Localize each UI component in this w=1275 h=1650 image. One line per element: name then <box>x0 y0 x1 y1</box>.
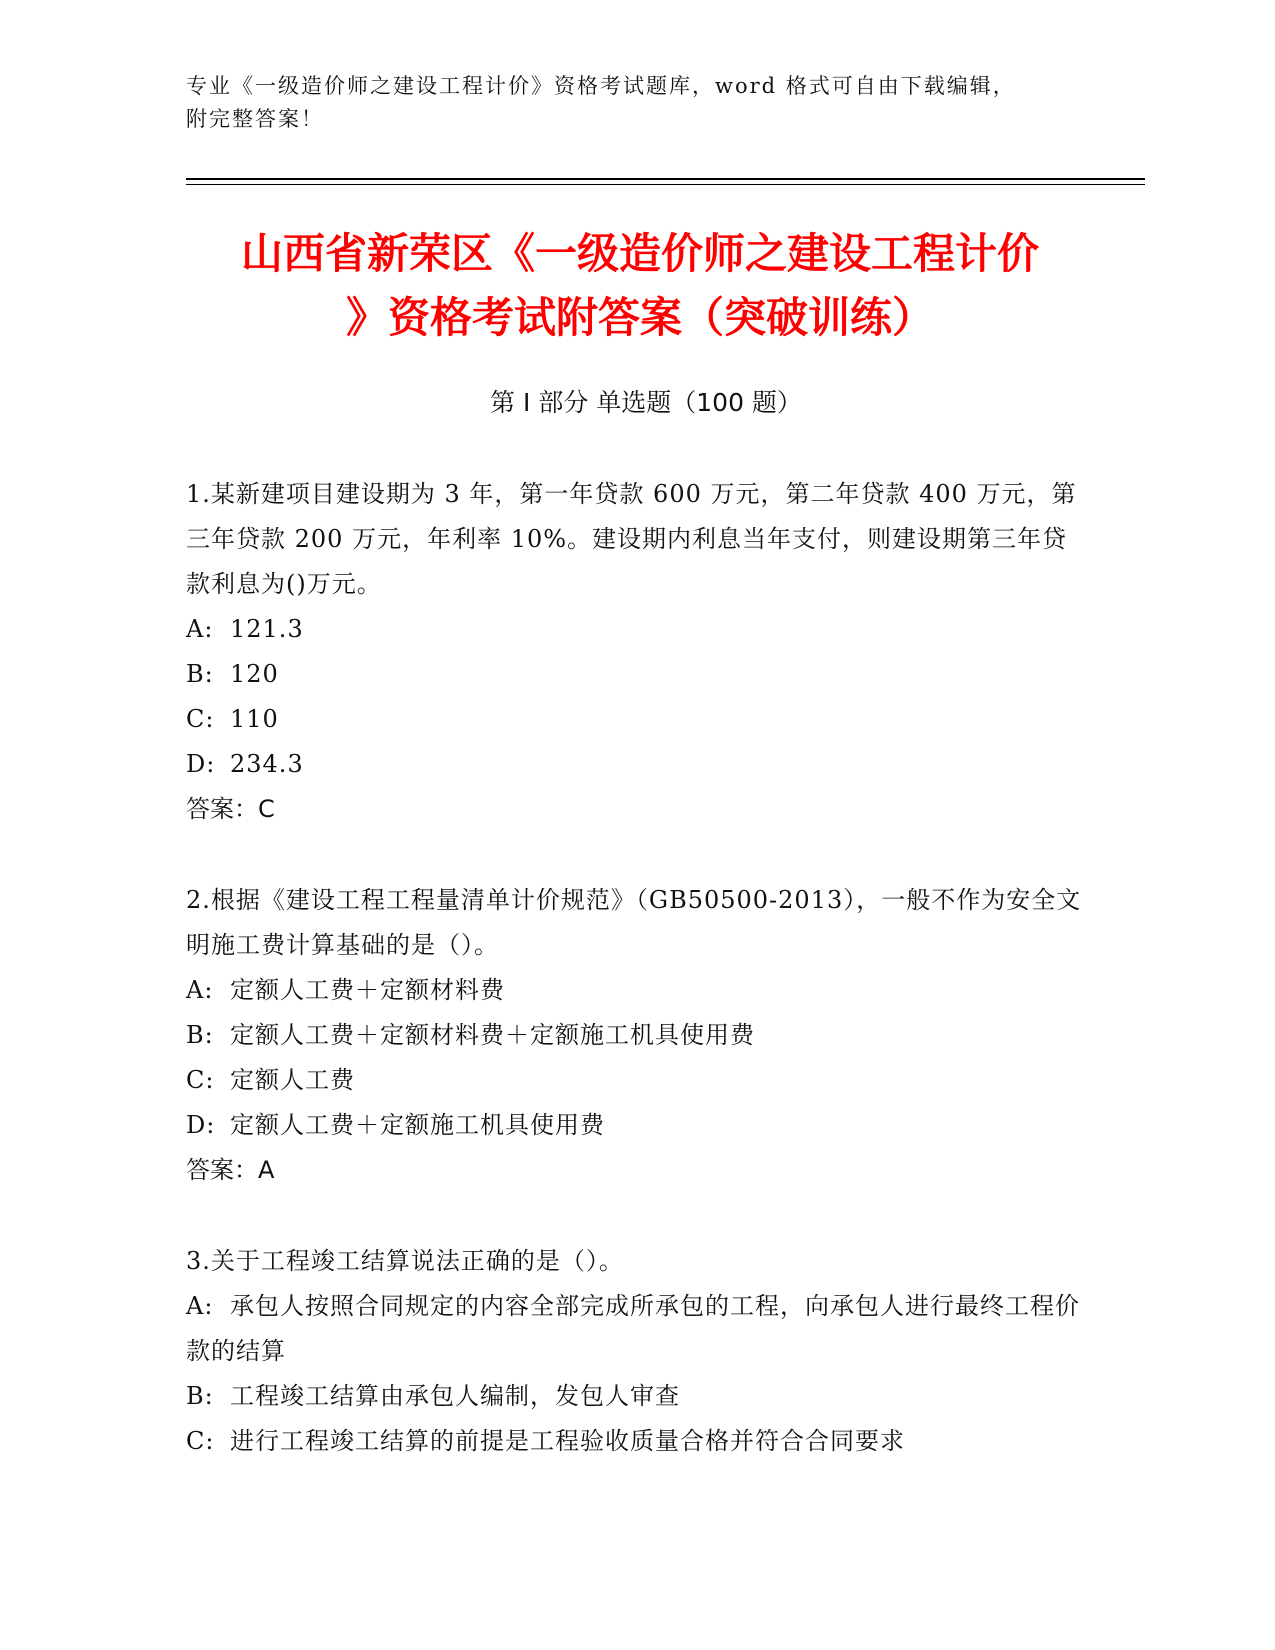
option-d <box>186 742 1086 787</box>
option-text: 定额人工费＋定额施工机具使用费 <box>230 1111 605 1139</box>
question-3 <box>186 1239 1086 1464</box>
option-c <box>186 1419 1086 1464</box>
option-key: C: <box>186 1066 215 1094</box>
question-list <box>186 472 1086 1510</box>
option-key: A: <box>186 615 214 643</box>
option-text: 234.3 <box>230 750 304 778</box>
question-1 <box>186 472 1086 832</box>
option-key: C: <box>186 1427 215 1455</box>
option-text: 定额人工费 <box>230 1066 355 1094</box>
option-b <box>186 1374 1086 1419</box>
option-text: 定额人工费＋定额材料费＋定额施工机具使用费 <box>230 1021 755 1049</box>
question-stem: 3.关于工程竣工结算说法正确的是（）。 <box>186 1247 624 1275</box>
option-key: B: <box>186 1021 214 1049</box>
header-note-line-1: 专业《一级造价师之建设工程计价》资格考试题库，word 格式可自由下载编辑， <box>186 74 1016 98</box>
option-key: B: <box>186 1382 214 1410</box>
document-title <box>150 222 1130 350</box>
section-title: 第 I 部分 单选题（100 题） <box>490 388 802 417</box>
document-title-line-1: 山西省新荣区《一级造价师之建设工程计价 <box>240 229 1039 278</box>
option-a <box>186 607 1086 652</box>
answer: 答案：A <box>186 1156 275 1184</box>
option-text: 进行工程竣工结算的前提是工程验收质量合格并符合合同要求 <box>230 1427 905 1455</box>
header-note-line-2: 附完整答案！ <box>186 107 324 131</box>
option-key: D: <box>186 750 216 778</box>
option-c <box>186 1058 1086 1103</box>
option-text: 承包人按照合同规定的内容全部完成所承包的工程，向承包人进行最终工程价款的结算 <box>186 1292 1080 1365</box>
option-text: 工程竣工结算由承包人编制，发包人审查 <box>230 1382 680 1410</box>
option-key: A: <box>186 976 214 1004</box>
option-a <box>186 1284 1086 1374</box>
option-a <box>186 968 1086 1013</box>
answer: 答案：C <box>186 795 275 823</box>
question-stem: 2.根据《建设工程工程量清单计价规范》（GB50500-2013），一般不作为安全文明施工费计算基础的是（）。 <box>186 886 1082 959</box>
option-text: 110 <box>230 705 279 733</box>
question-stem: 1.某新建项目建设期为 3 年，第一年贷款 600 万元，第二年贷款 400 万元，第三年贷款 200 万元，年利率 10%。建设期内利息当年支付，则建设期第三年贷款利息为()万元。 <box>186 480 1077 598</box>
question-2 <box>186 878 1086 1193</box>
option-d <box>186 1103 1086 1148</box>
option-c <box>186 697 1086 742</box>
option-text: 121.3 <box>230 615 304 643</box>
header-rule-thick <box>186 178 1145 180</box>
document-title-line-2: 》资格考试附答案（突破训练） <box>345 293 934 342</box>
option-key: B: <box>186 660 214 688</box>
option-text: 120 <box>230 660 279 688</box>
option-key: A: <box>186 1292 214 1320</box>
header-rule-thin <box>186 184 1145 185</box>
option-key: C: <box>186 705 215 733</box>
option-text: 定额人工费＋定额材料费 <box>230 976 505 1004</box>
header-note <box>186 70 1106 136</box>
option-b <box>186 652 1086 697</box>
option-key: D: <box>186 1111 216 1139</box>
option-b <box>186 1013 1086 1058</box>
